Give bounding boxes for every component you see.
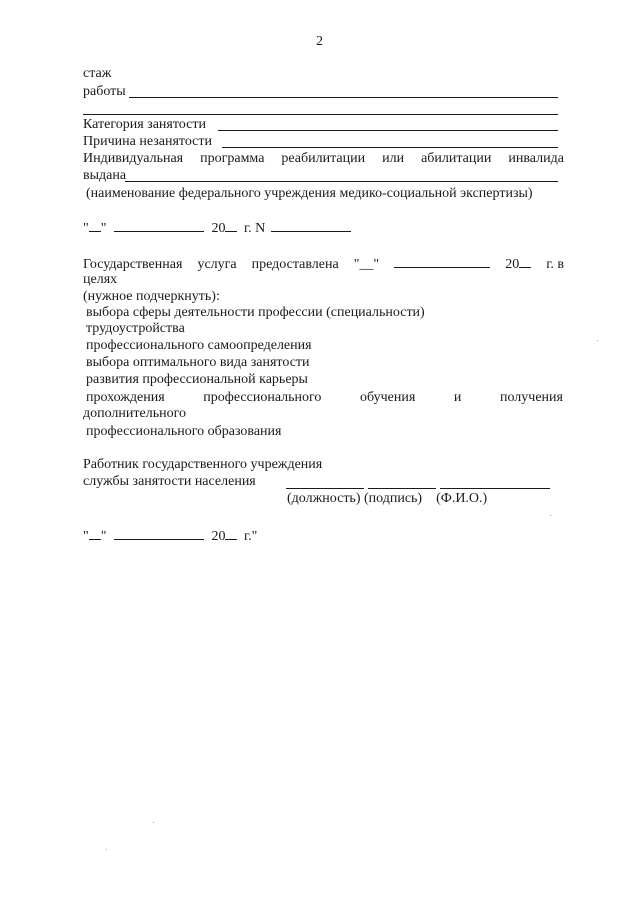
service-tail: г. в bbox=[546, 257, 565, 272]
date-line-2 bbox=[83, 527, 257, 545]
purpose-item-3: профессионального самоопределения bbox=[86, 338, 312, 353]
position-field-line bbox=[286, 488, 364, 489]
experience-label-2: работы bbox=[83, 84, 126, 99]
reason-label: Причина незанятости bbox=[83, 134, 213, 149]
blank-field-line bbox=[83, 114, 558, 115]
experience-label-1: стаж bbox=[83, 66, 112, 81]
service-line bbox=[83, 255, 564, 273]
ipra-word-2: программа bbox=[200, 151, 265, 166]
number-blank bbox=[271, 219, 351, 232]
purpose-word-5: получения bbox=[500, 390, 563, 405]
ipra-word-3: реабилитации bbox=[281, 151, 366, 166]
signer-line-2: службы занятости населения bbox=[83, 474, 256, 489]
quote-close-2: " bbox=[100, 529, 107, 544]
purpose-word-2: профессионального bbox=[203, 390, 322, 405]
scan-speck bbox=[597, 340, 598, 341]
issued-label: выдана bbox=[83, 168, 127, 183]
signature-field-line bbox=[368, 488, 436, 489]
scan-speck bbox=[153, 822, 154, 823]
ipra-word-1: Индивидуальная bbox=[83, 151, 184, 166]
purpose-item-5: развития профессиональной карьеры bbox=[86, 372, 308, 387]
date-line-1 bbox=[83, 219, 351, 237]
purpose-item-6 bbox=[86, 390, 563, 406]
year-suffix-2: г." bbox=[243, 529, 258, 544]
day-blank-2 bbox=[89, 527, 101, 540]
issued-field-line bbox=[125, 181, 558, 182]
scan-speck bbox=[550, 515, 551, 516]
day-blank bbox=[89, 219, 101, 232]
service-year-blank bbox=[519, 255, 531, 268]
year-prefix-2: 20 bbox=[211, 529, 226, 544]
service-day: "__" bbox=[353, 257, 380, 272]
experience-field-line bbox=[129, 97, 558, 98]
month-blank-2 bbox=[114, 527, 204, 540]
service-word-2: услуга bbox=[197, 257, 237, 272]
service-word-1: Государственная bbox=[83, 257, 183, 272]
reason-field-line bbox=[222, 147, 558, 148]
number-label: г. N bbox=[243, 221, 266, 236]
page-number: 2 bbox=[316, 34, 323, 49]
ipra-word-5: абилитации bbox=[421, 151, 492, 166]
category-field-line bbox=[218, 130, 558, 131]
purpose-item-2: трудоустройства bbox=[86, 321, 185, 336]
year-blank-2 bbox=[225, 527, 237, 540]
month-blank bbox=[114, 219, 204, 232]
underline-note: (нужное подчеркнуть): bbox=[83, 289, 220, 304]
ipra-word-6: инвалида bbox=[508, 151, 564, 166]
purpose-word-4: и bbox=[453, 390, 462, 405]
quote-open: " bbox=[83, 221, 89, 236]
ipra-line bbox=[83, 151, 564, 167]
scan-speck bbox=[106, 849, 107, 850]
category-label: Категория занятости bbox=[83, 117, 206, 132]
signer-line-1: Работник государственного учреждения bbox=[83, 457, 323, 472]
ipra-word-4: или bbox=[382, 151, 405, 166]
purpose-item-1: выбора сферы деятельности профессии (специальности) bbox=[86, 305, 425, 320]
year-prefix: 20 bbox=[211, 221, 226, 236]
purpose-item-6-line-2: дополнительного bbox=[83, 406, 186, 421]
fullname-field-line bbox=[440, 488, 550, 489]
signer-caption: (должность) (подпись) (Ф.И.О.) bbox=[287, 491, 488, 506]
service-word-3: предоставлена bbox=[251, 257, 339, 272]
quote-open-2: " bbox=[83, 529, 89, 544]
service-line-2: целях bbox=[83, 272, 118, 287]
service-year-prefix: 20 bbox=[505, 257, 520, 272]
purpose-word-3: обучения bbox=[360, 390, 416, 405]
purpose-item-4: выбора оптимального вида занятости bbox=[86, 355, 310, 370]
purpose-word-1: прохождения bbox=[86, 390, 165, 405]
org-caption: (наименование федерального учреждения медико-социальной экспертизы) bbox=[86, 186, 533, 201]
quote-close: " bbox=[100, 221, 107, 236]
service-month-blank bbox=[394, 255, 490, 268]
purpose-item-6-line-3: профессионального образования bbox=[86, 424, 282, 439]
year-blank bbox=[225, 219, 237, 232]
